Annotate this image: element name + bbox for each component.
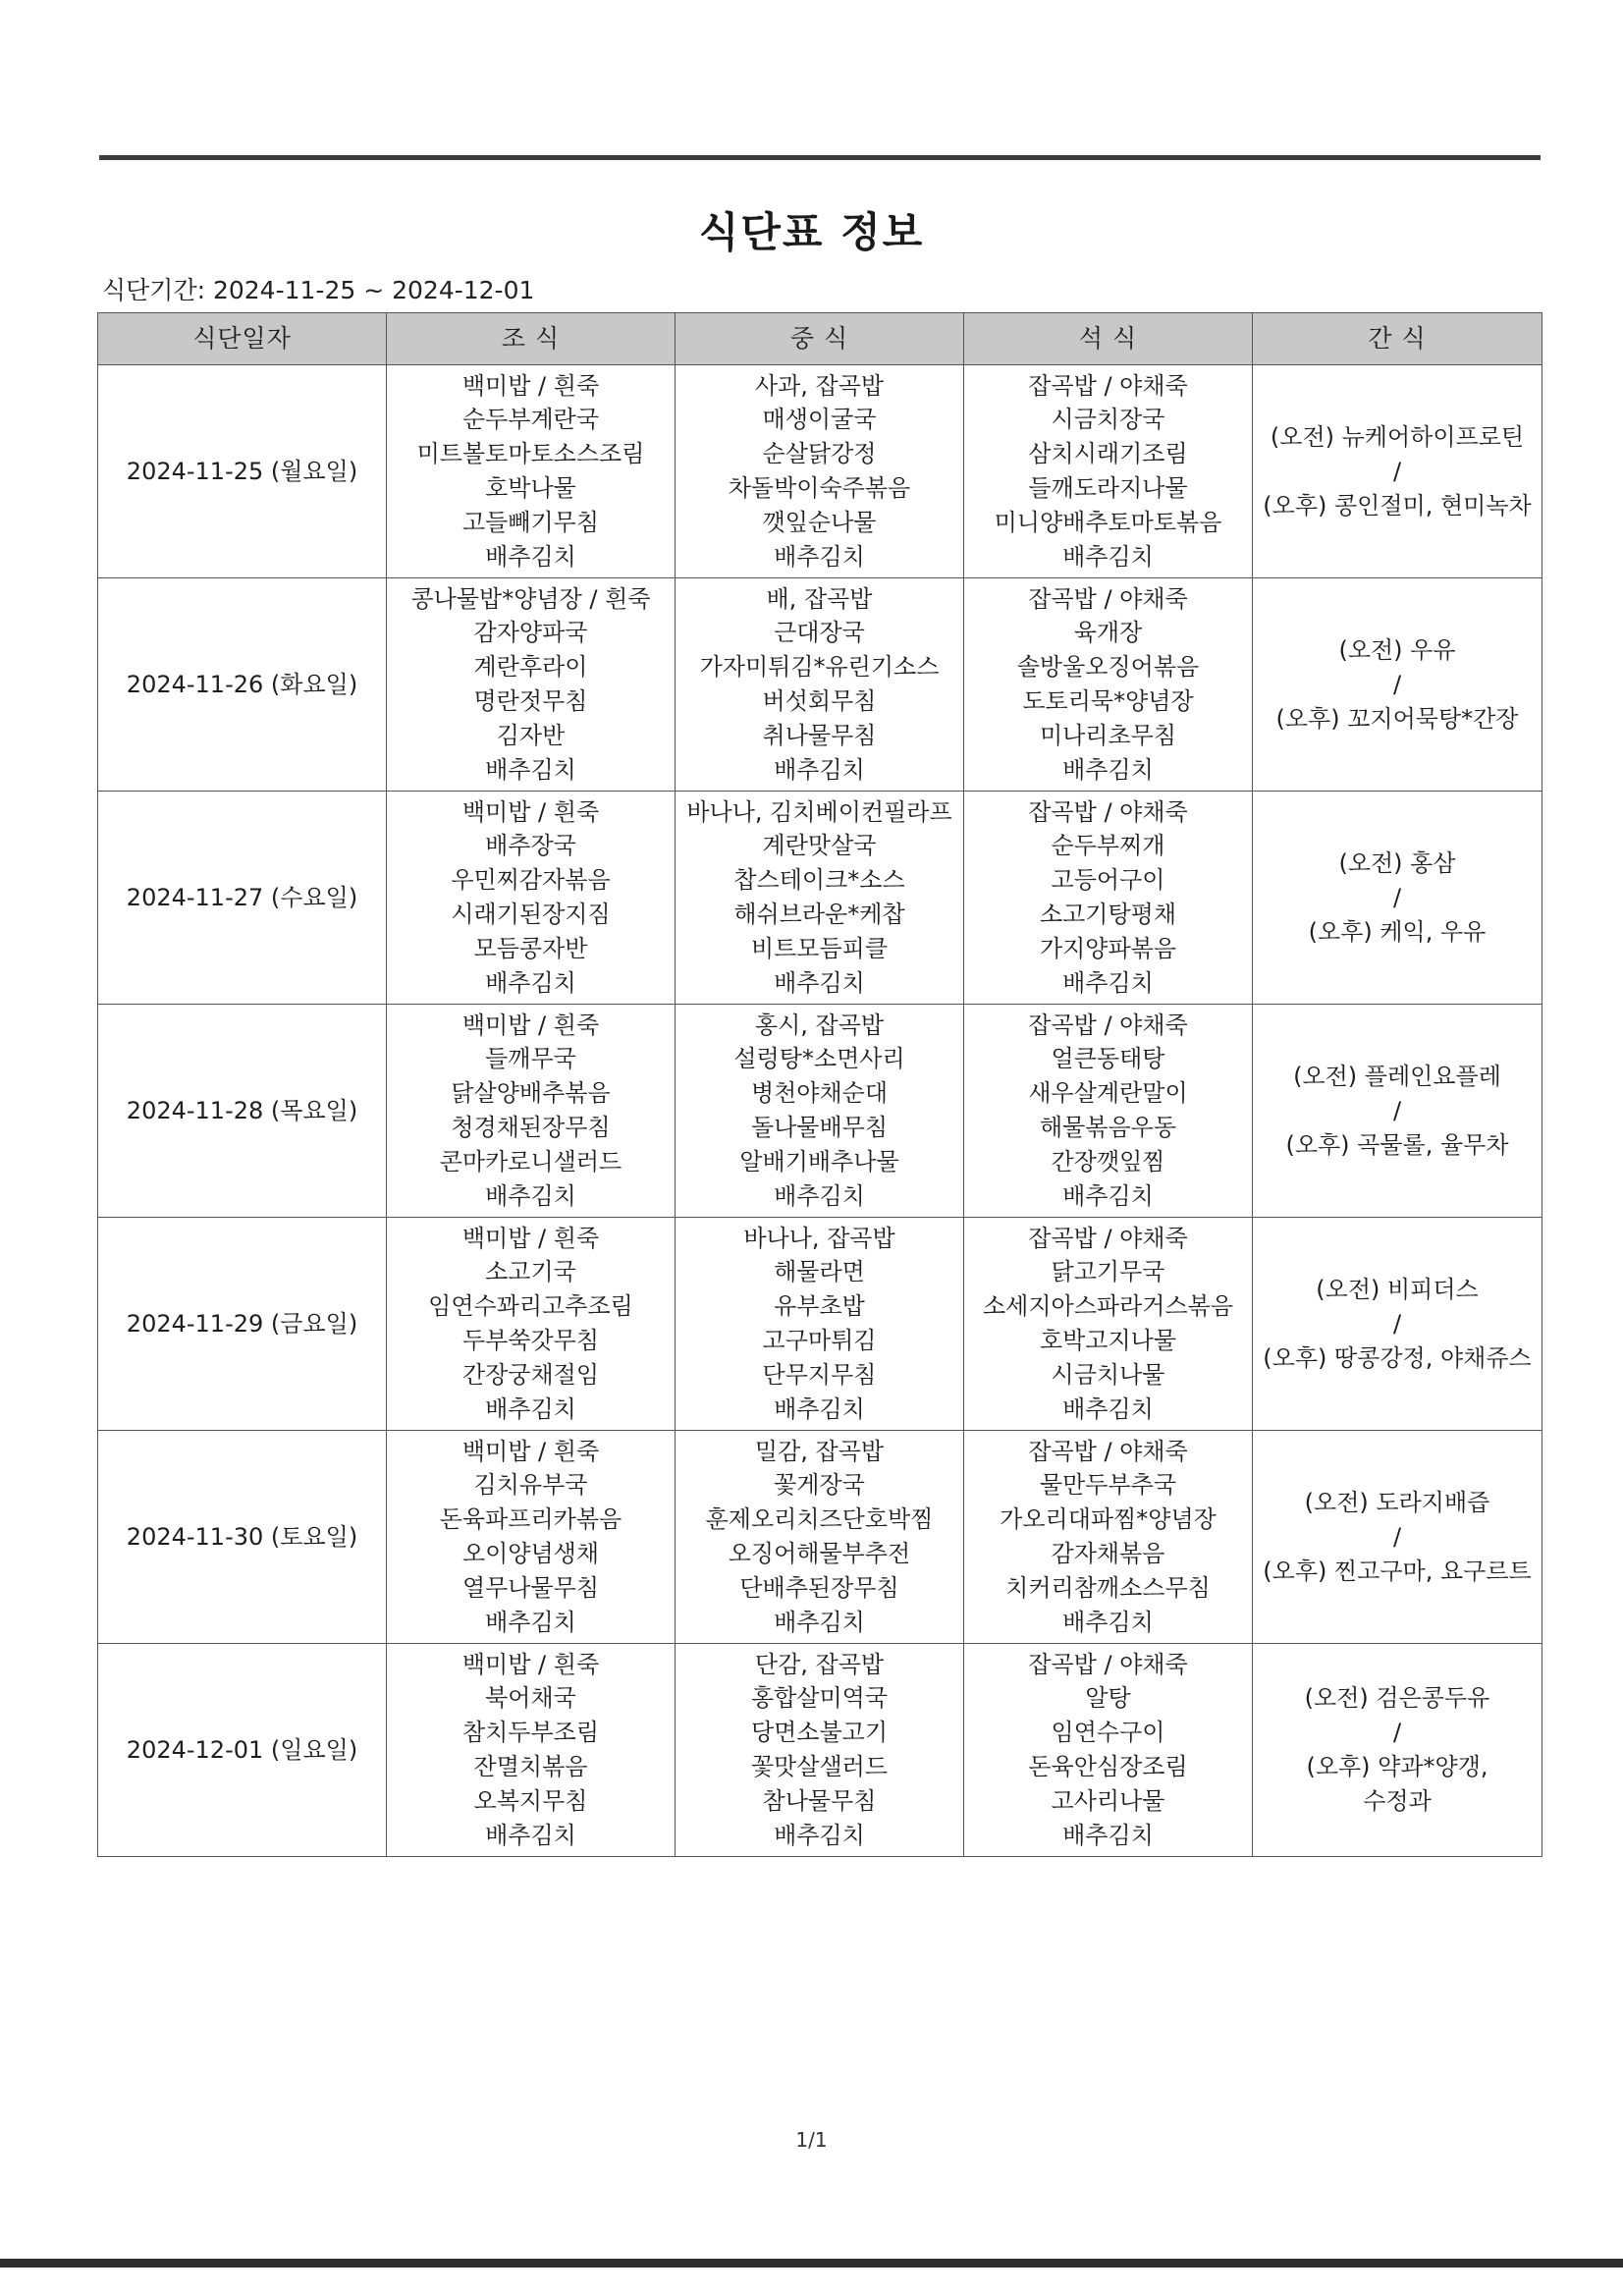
menu-item: 백미밥 / 흰죽 — [461, 1650, 600, 1678]
menu-item: 고사리나물 — [1051, 1786, 1165, 1815]
menu-item: / — [1392, 1309, 1402, 1338]
menu-item: 배추장국 — [485, 832, 576, 860]
menu-item: 배추김치 — [774, 1181, 865, 1210]
lunch-cell — [676, 1005, 964, 1218]
menu-item: 닭살양배추볶음 — [451, 1079, 611, 1108]
menu-item: 배, 잡곡밥 — [766, 584, 873, 613]
dinner-cell — [964, 578, 1253, 792]
menu-item: / — [1392, 670, 1402, 698]
menu-item: 콘마카로니샐러드 — [439, 1147, 622, 1175]
menu-item: (오후) 케익, 우유 — [1308, 917, 1487, 946]
dinner-cell — [964, 1005, 1253, 1218]
menu-item: 바나나, 김치베이컨필라프 — [686, 797, 952, 826]
menu-item: 배추김치 — [485, 542, 576, 571]
date-cell: 2024-11-25 (월요일) — [98, 365, 387, 578]
snack-cell — [1253, 1431, 1542, 1644]
menu-item: 단배추된장무침 — [739, 1573, 899, 1602]
menu-item: 열무나물무침 — [461, 1573, 600, 1602]
menu-item: 임연수꽈리고추조림 — [428, 1292, 633, 1321]
menu-item: 매생이굴국 — [762, 406, 877, 434]
menu-item: 백미밥 / 흰죽 — [461, 1011, 600, 1039]
lunch-cell — [676, 1218, 964, 1431]
menu-item: 배추김치 — [1062, 755, 1154, 784]
menu-item: 해쉬브라운*케찹 — [733, 901, 905, 928]
menu-item: 배추김치 — [1062, 1181, 1154, 1210]
lunch-cell — [676, 578, 964, 792]
menu-item: 계란맛살국 — [762, 832, 877, 860]
menu-item: 밀감, 잡곡밥 — [754, 1437, 885, 1465]
breakfast-cell — [387, 1431, 676, 1644]
menu-item: 배추김치 — [774, 1821, 865, 1849]
menu-item: 가자미튀김*유린기소스 — [699, 653, 940, 682]
menu-item: 육개장 — [1073, 619, 1143, 647]
menu-item: (오후) 찐고구마, 요구르트 — [1263, 1557, 1532, 1585]
menu-item: 참나물무침 — [762, 1786, 877, 1815]
snack-cell — [1253, 578, 1542, 792]
menu-item: 청경채된장무침 — [451, 1114, 611, 1141]
date-cell: 2024-12-01 (일요일) — [98, 1644, 387, 1857]
menu-item: 김치유부국 — [473, 1471, 588, 1500]
dinner-cell — [964, 365, 1253, 578]
menu-item: 배추김치 — [485, 1394, 576, 1423]
menu-item: (오후) 꼬지어묵탕*간장 — [1275, 704, 1519, 733]
menu-item: 버섯회무침 — [762, 687, 877, 715]
table-row — [98, 1218, 1542, 1431]
menu-item: 잡곡밥 / 야채죽 — [1028, 584, 1188, 613]
header-date: 식단일자 — [98, 313, 387, 365]
menu-item: 잡곡밥 / 야채죽 — [1028, 1650, 1188, 1678]
meal-table-body — [98, 365, 1542, 1857]
menu-item: 감자채볶음 — [1051, 1540, 1165, 1567]
menu-item: 비트모듬피클 — [750, 934, 889, 962]
menu-item: 닭고기무국 — [1051, 1258, 1165, 1286]
header-lunch: 중 식 — [676, 313, 964, 365]
menu-item: 배추김치 — [1062, 1608, 1154, 1636]
table-row — [98, 1644, 1542, 1857]
breakfast-cell — [387, 792, 676, 1005]
menu-item: 소고기탕평채 — [1039, 901, 1177, 928]
menu-item: 솔방울오징어볶음 — [1016, 653, 1200, 682]
menu-item: 병천야채순대 — [750, 1079, 889, 1108]
table-row — [98, 792, 1542, 1005]
menu-item: 고구마튀김 — [762, 1327, 877, 1354]
menu-item: 해물라면 — [774, 1258, 865, 1286]
menu-item: 근대장국 — [774, 619, 865, 647]
menu-item: 차돌박이숙주볶음 — [728, 474, 911, 502]
menu-item: 임연수구이 — [1051, 1719, 1165, 1747]
menu-item: 삼치시래기조림 — [1028, 440, 1188, 468]
menu-item: 물만두부추국 — [1039, 1471, 1177, 1500]
menu-item: 시금치나물 — [1051, 1360, 1165, 1389]
menu-item: 당면소불고기 — [750, 1719, 889, 1747]
breakfast-cell — [387, 365, 676, 578]
menu-item: 돌나물배무침 — [750, 1114, 889, 1141]
breakfast-cell — [387, 1218, 676, 1431]
menu-item: 가지양파볶음 — [1039, 934, 1177, 962]
menu-item: / — [1392, 457, 1402, 485]
menu-item: 순살닭강정 — [762, 440, 877, 468]
menu-item: 배추김치 — [485, 1181, 576, 1210]
menu-item: 호박나물 — [485, 474, 576, 502]
menu-item: 명란젓무침 — [473, 687, 588, 715]
menu-item: (오후) 곡물롤, 율무차 — [1285, 1130, 1509, 1159]
menu-item: 오징어해물부추전 — [728, 1540, 911, 1567]
menu-item: 해물볶음우동 — [1039, 1114, 1177, 1141]
menu-item: 잡곡밥 / 야채죽 — [1028, 1011, 1188, 1039]
menu-item: 꽃게장국 — [774, 1471, 865, 1500]
menu-item: 순두부찌개 — [1051, 832, 1165, 860]
menu-item: 바나나, 잡곡밥 — [743, 1224, 895, 1252]
menu-item: 계란후라이 — [473, 653, 588, 682]
date-cell: 2024-11-26 (화요일) — [98, 578, 387, 792]
menu-item: 백미밥 / 흰죽 — [461, 797, 600, 826]
menu-item: 치커리참깨소스무침 — [1005, 1573, 1211, 1602]
menu-item: 배추김치 — [1062, 1394, 1154, 1423]
menu-item: 백미밥 / 흰죽 — [461, 371, 600, 400]
menu-item: (오전) 검은콩두유 — [1304, 1684, 1490, 1712]
lunch-cell — [676, 1644, 964, 1857]
menu-item: 꽃맛살샐러드 — [750, 1753, 889, 1780]
menu-item: 고들빼기무침 — [461, 508, 600, 536]
menu-item: (오전) 플레인요플레 — [1293, 1062, 1501, 1090]
dinner-cell — [964, 1218, 1253, 1431]
menu-item: (오전) 비피더스 — [1316, 1275, 1479, 1303]
menu-item: 배추김치 — [485, 968, 576, 997]
menu-item: 모듬콩자반 — [473, 934, 588, 962]
snack-cell — [1253, 792, 1542, 1005]
top-rule — [99, 155, 1541, 160]
date-cell: 2024-11-28 (목요일) — [98, 1005, 387, 1218]
menu-item: 북어채국 — [485, 1684, 576, 1713]
snack-cell — [1253, 1644, 1542, 1857]
menu-item: 배추김치 — [1062, 1821, 1154, 1849]
menu-item: 홍합살미역국 — [750, 1684, 889, 1713]
menu-item: 미나리초무침 — [1039, 721, 1177, 749]
lunch-cell — [676, 1431, 964, 1644]
breakfast-cell — [387, 578, 676, 792]
menu-item: 가오리대파찜*양념장 — [1000, 1505, 1217, 1534]
menu-item: 배추김치 — [1062, 542, 1154, 571]
menu-item: 훈제오리치즈단호박찜 — [705, 1505, 934, 1534]
menu-item: 배추김치 — [485, 755, 576, 784]
menu-item: 잡곡밥 / 야채죽 — [1028, 1437, 1188, 1465]
menu-item: (오전) 뉴케어하이프로틴 — [1270, 422, 1525, 451]
menu-item: 찹스테이크*소스 — [733, 866, 905, 895]
menu-item: 배추김치 — [485, 1608, 576, 1636]
snack-cell — [1253, 1218, 1542, 1431]
snack-cell — [1253, 365, 1542, 578]
menu-item: 알배기배추나물 — [739, 1147, 899, 1175]
menu-item: 들깨도라지나물 — [1028, 474, 1188, 502]
page-number: 1/1 — [795, 2128, 828, 2152]
menu-item: 간장깻잎찜 — [1051, 1147, 1165, 1175]
menu-item: 백미밥 / 흰죽 — [461, 1224, 600, 1252]
breakfast-cell — [387, 1005, 676, 1218]
header-snack: 간 식 — [1253, 313, 1542, 365]
menu-item: 백미밥 / 흰죽 — [461, 1437, 600, 1465]
menu-item: / — [1392, 1096, 1402, 1124]
page-title: 식단표 정보 — [698, 208, 925, 256]
menu-item: 사과, 잡곡밥 — [754, 371, 885, 400]
breakfast-cell — [387, 1644, 676, 1857]
menu-item: / — [1392, 1719, 1402, 1746]
menu-item: 단무지무침 — [762, 1360, 877, 1389]
table-row — [98, 1005, 1542, 1218]
meal-period: 식단기간: 2024-11-25 ~ 2024-12-01 — [102, 276, 535, 304]
date-cell: 2024-11-29 (금요일) — [98, 1218, 387, 1431]
dinner-cell — [964, 1644, 1253, 1857]
menu-item: 우민찌감자볶음 — [451, 866, 611, 895]
menu-item: 알탕 — [1085, 1684, 1131, 1713]
menu-item: 호박고지나물 — [1039, 1327, 1177, 1354]
menu-item: 배추김치 — [774, 542, 865, 571]
menu-item: 돈육안심장조림 — [1028, 1753, 1188, 1780]
menu-item: 김자반 — [496, 721, 566, 749]
menu-item: 배추김치 — [774, 1394, 865, 1423]
menu-item: 시래기된장지짐 — [451, 901, 611, 928]
menu-item: (오후) 약과*양갱, — [1306, 1753, 1488, 1780]
menu-item: 배추김치 — [1062, 968, 1154, 997]
header-dinner: 석 식 — [964, 313, 1253, 365]
menu-item: 미트볼토마토소스조림 — [416, 440, 645, 468]
menu-item: 감자양파국 — [473, 619, 588, 647]
date-cell: 2024-11-27 (수요일) — [98, 792, 387, 1005]
menu-item: 고등어구이 — [1051, 866, 1165, 895]
menu-item: 유부초밥 — [774, 1292, 865, 1321]
menu-item: 새우살계란말이 — [1028, 1079, 1188, 1108]
menu-item: 시금치장국 — [1051, 406, 1165, 434]
table-row — [98, 1431, 1542, 1644]
menu-item: 수정과 — [1363, 1787, 1432, 1815]
menu-item: 콩나물밥*양념장 / 흰죽 — [410, 584, 651, 613]
menu-item: 오복지무침 — [473, 1786, 588, 1815]
menu-item: 깻잎순나물 — [762, 508, 877, 536]
date-cell: 2024-11-30 (토요일) — [98, 1431, 387, 1644]
menu-item: 홍시, 잡곡밥 — [754, 1011, 885, 1039]
menu-item: 소고기국 — [485, 1258, 576, 1286]
menu-item: 도토리묵*양념장 — [1022, 687, 1194, 715]
header-breakfast: 조 식 — [387, 313, 676, 365]
menu-item: 참치두부조림 — [461, 1719, 600, 1747]
menu-item: 설렁탕*소면사리 — [733, 1045, 905, 1073]
menu-item: 배추김치 — [774, 968, 865, 997]
menu-item: 간장궁채절임 — [461, 1360, 600, 1389]
menu-item: 소세지아스파라거스볶음 — [982, 1292, 1234, 1321]
table-row — [98, 365, 1542, 578]
menu-item: (오전) 홍삼 — [1338, 848, 1456, 877]
menu-item: 배추김치 — [485, 1821, 576, 1849]
dinner-cell — [964, 1431, 1253, 1644]
menu-item: 돈육파프리카볶음 — [439, 1505, 622, 1534]
menu-item: (오후) 콩인절미, 현미녹차 — [1263, 491, 1532, 519]
lunch-cell — [676, 792, 964, 1005]
menu-item: 두부쑥갓무침 — [461, 1327, 600, 1354]
menu-item: / — [1392, 883, 1402, 911]
dinner-cell — [964, 792, 1253, 1005]
menu-item: 잔멸치볶음 — [473, 1753, 588, 1780]
snack-cell — [1253, 1005, 1542, 1218]
menu-item: (오전) 우유 — [1338, 635, 1456, 664]
menu-item: 오이양념생채 — [461, 1540, 600, 1567]
menu-item: 얼큰동태탕 — [1051, 1045, 1165, 1073]
menu-item: 들깨무국 — [485, 1045, 576, 1073]
meal-table — [97, 312, 1542, 1857]
menu-item: 배추김치 — [774, 1608, 865, 1636]
menu-item: 취나물무침 — [762, 721, 877, 749]
menu-item: 잡곡밥 / 야채죽 — [1028, 371, 1188, 400]
menu-item: 미니양배추토마토볶음 — [994, 508, 1222, 536]
menu-item: 잡곡밥 / 야채죽 — [1028, 797, 1188, 826]
menu-item: 순두부계란국 — [461, 406, 600, 434]
lunch-cell — [676, 365, 964, 578]
header-row — [98, 313, 1542, 365]
menu-item: (오후) 땅콩강정, 야채쥬스 — [1263, 1343, 1532, 1372]
menu-item: (오전) 도라지배즙 — [1304, 1488, 1490, 1516]
menu-item: 단감, 잡곡밥 — [754, 1650, 885, 1678]
menu-item: / — [1392, 1522, 1402, 1551]
table-row — [98, 578, 1542, 792]
bottom-rule — [0, 2259, 1623, 2268]
menu-item: 잡곡밥 / 야채죽 — [1028, 1224, 1188, 1252]
menu-item: 배추김치 — [774, 755, 865, 784]
